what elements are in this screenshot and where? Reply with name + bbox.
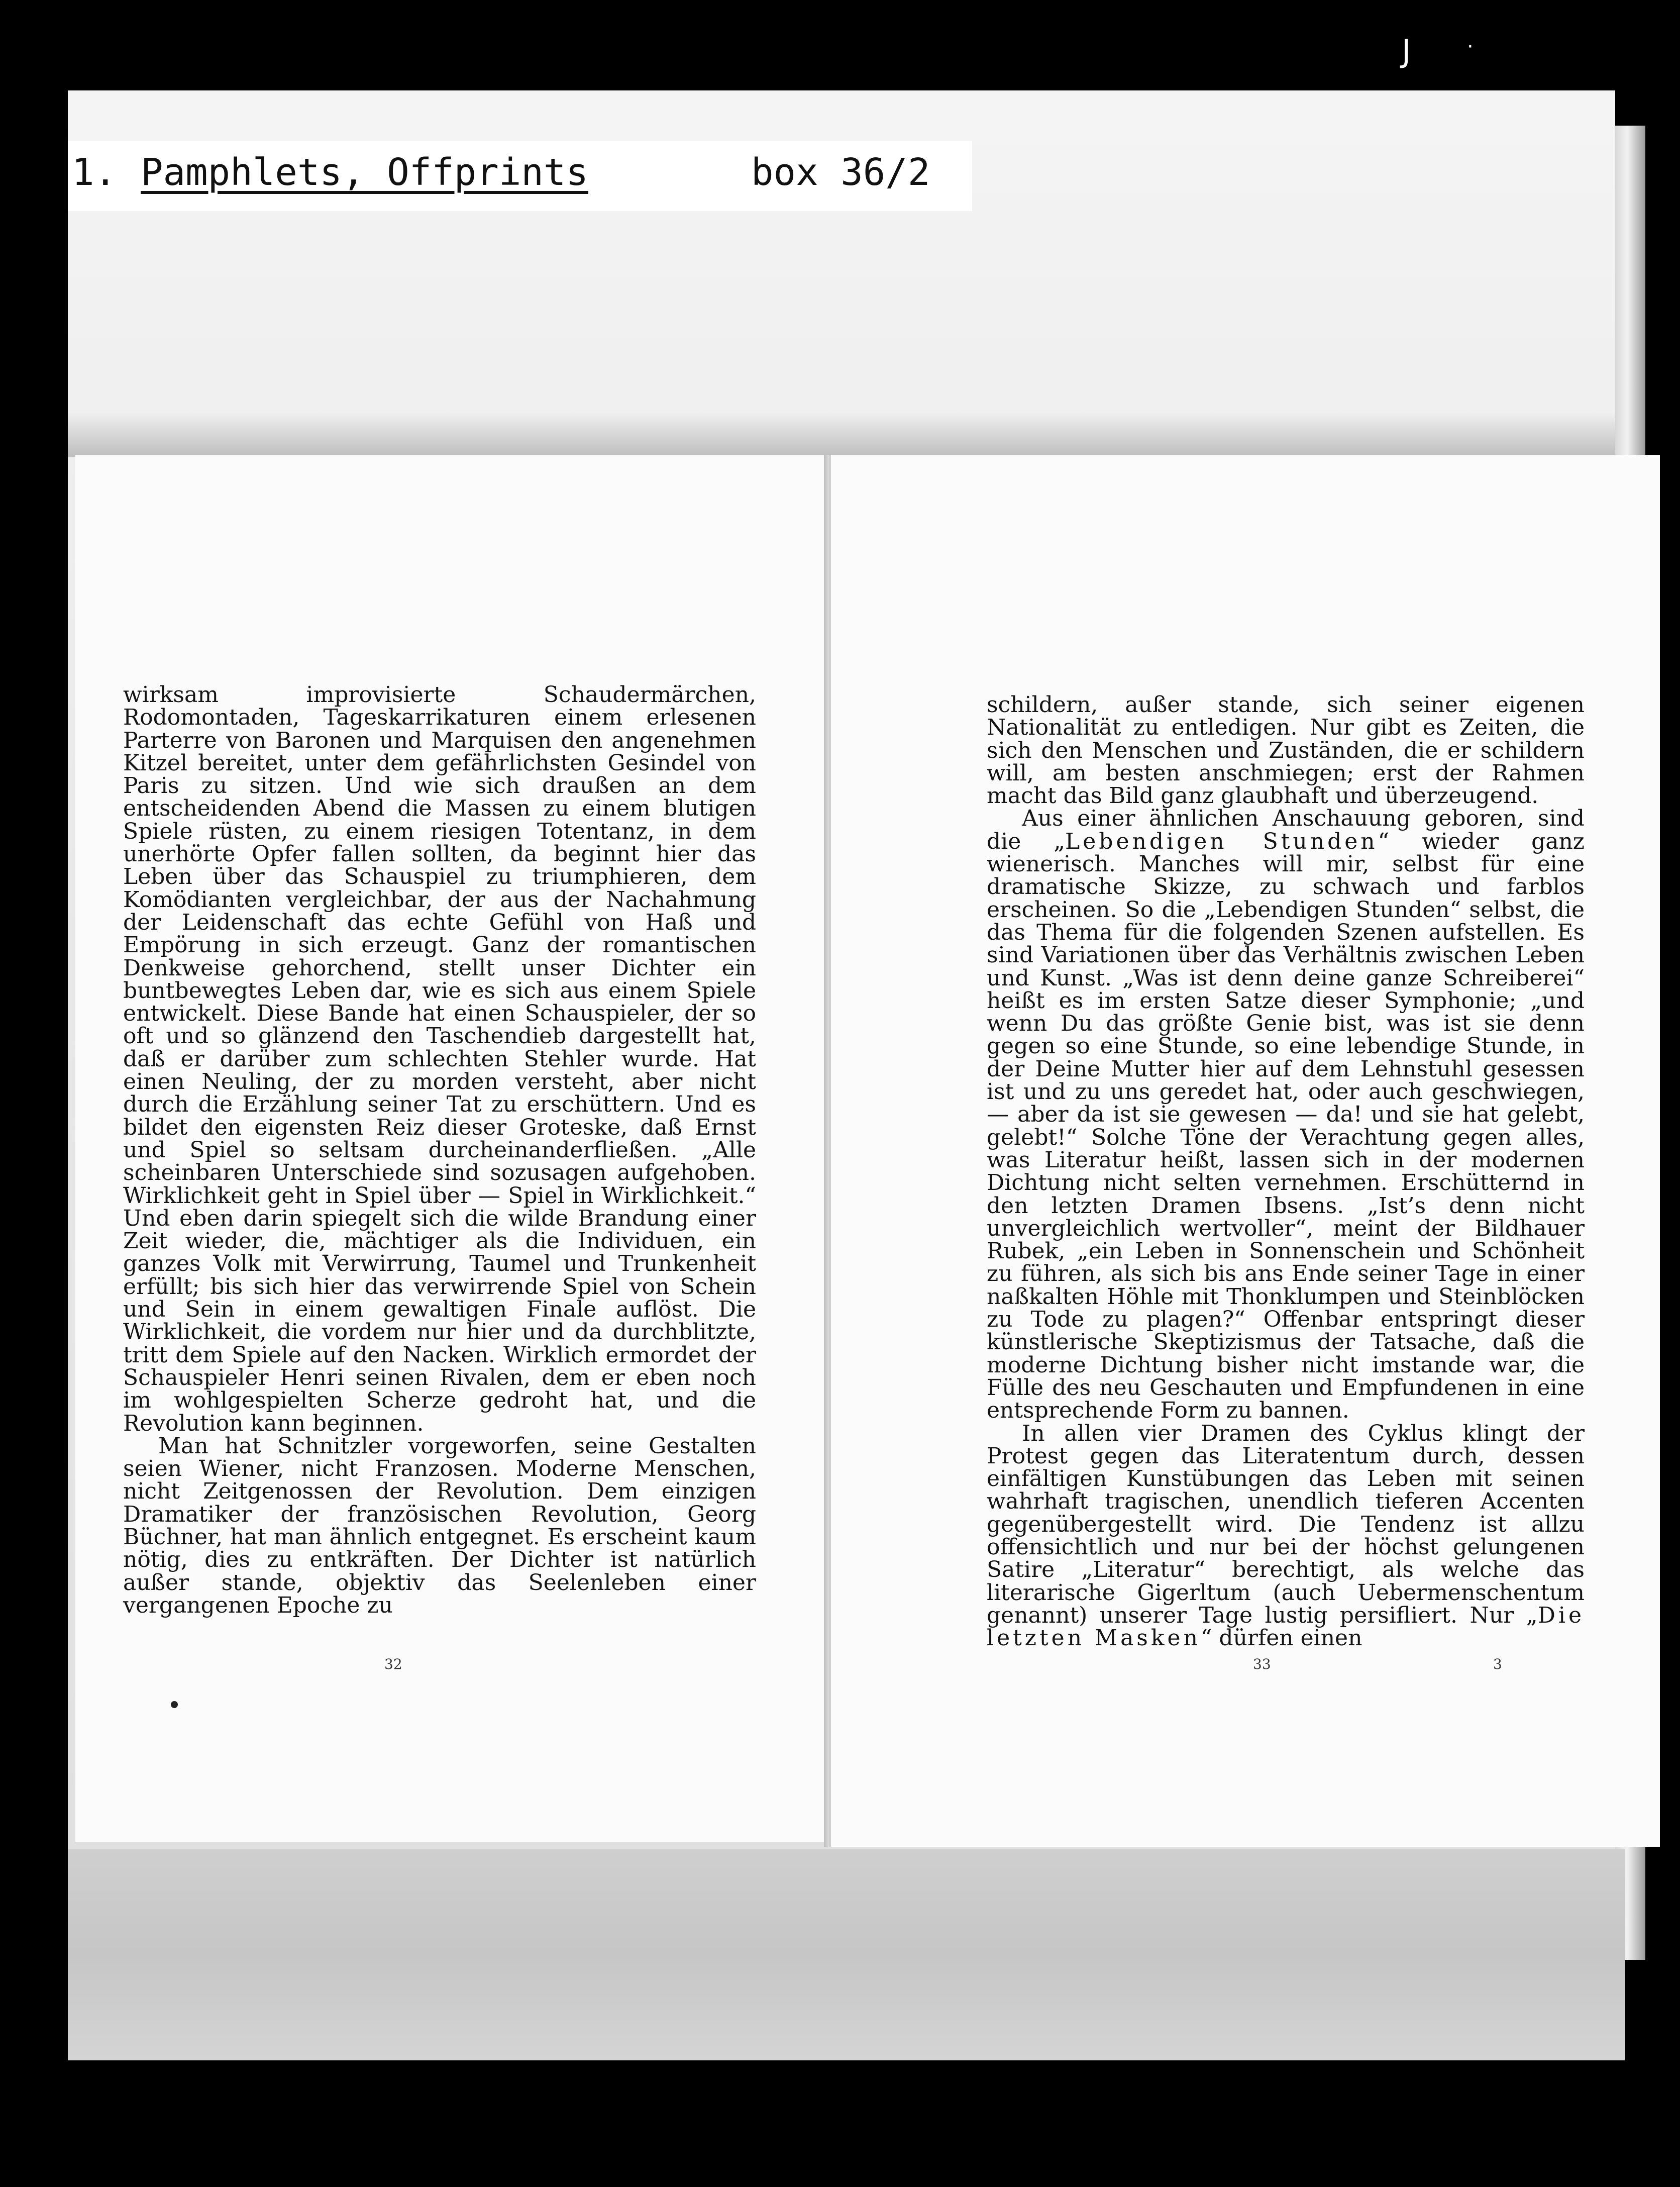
- right-paragraph-3: [987, 1422, 1585, 1650]
- left-paragraph-1: wirksam improvisierte Schaudermärchen, Rodomontaden, Tageskarrikaturen einem erlesenen Parterre von Baronen und Marquisen den angenehmen Kitzel bereitet, unter dem gefährlichsten Gesindel von Paris zu sitzen. Und wie sich draußen an dem entscheidenden Abend die Massen zu einem blutigen Spiele rüsten, zu einem riesigen Totentanz, in dem unerhörte Opfer fallen sollten, da beginnt hier das Leben über das Schauspiel zu triumphieren, dem Komödianten vergleichbar, der aus der Nachahmung der Leidenschaft das echte Gefühl von Haß und Empörung in sich erzeugt. Ganz der romantischen Denkweise gehorchend, stellt unser Dichter ein buntbewegtes Leben dar, wie es sich aus einem Spiele entwickelt. Diese Bande hat einen Schauspieler, der so oft und so glänzend den Taschendieb dargestellt hat, daß er darüber zum schlechten Stehler wurde. Hat einen Neuling, der zu morden versteht, aber nicht durch die Erzählung seiner Tat zu erschüttern. Und es bildet den eigensten Reiz dieser Groteske, daß Ernst und Spiel so seltsam durcheinanderfließen. „Alle scheinbaren Unterschiede sind sozusagen aufgehoben. Wirklichkeit geht in Spiel über — Spiel in Wirklichkeit.“ Und eben darin spiegelt sich die wilde Brandung einer Zeit wieder, die, mächtiger als die Individuen, ein ganzes Volk mit Verwirrung, Taumel und Trunkenheit erfüllt; bis sich hier das verwirrende Spiel von Schein und Sein in einem gewaltigen Finale auflöst. Die Wirklichkeit, die vordem nur hier und da durchblitzte, tritt dem Spiele auf den Nacken. Wirklich ermordet der Schauspieler Henri seinen Rivalen, dem er eben noch im wohlgespielten Scherze gedroht hat, und die Revolution kann beginnen.: [123, 682, 756, 1436]
- right-paragraph-2: [987, 807, 1585, 1422]
- left-page: [75, 455, 829, 1842]
- label-box: box 36/2: [751, 151, 930, 194]
- right-page-number-extra: 3: [1493, 1656, 1502, 1672]
- archive-label: [68, 141, 972, 211]
- left-paragraph-2: Man hat Schnitzler vorgeworfen, seine Gestalten seien Wiener, nicht Franzosen. Moderne Menschen, nicht Zeitgenossen der Revolution. Dem einzigen Dramatiker der französischen Revolution, Georg Büchner, hat man ähnlich entgegnet. Es erscheint kaum nötig, dies zu entkräften. Der Dichter ist natürlich außer stande, objektiv das Seelenleben einer vergangenen Epoche zu: [123, 1433, 756, 1618]
- right-paragraph-2-start: Aus einer ähnlichen Anschauung geboren, sind die „: [987, 806, 1585, 854]
- right-paragraph-3-start: In allen vier Dramen des Cyklus klingt der Protest gegen das Literatentum durch, dessen einfältigen Kunstübungen das Leben mit seinen wahrhaft tragischen, unendlich tieferen Accenten gegenübergestellt wird. Die Tendenz ist allzu offensichtlich und nur bei der höchst gelungenen Satire „Literatur“ berechtigt, als welche das literarische Gigerltum (auch Uebermenschentum genannt) unserer Tage lustig persifliert. Nur „: [987, 1420, 1585, 1628]
- left-page-text: [123, 683, 756, 1617]
- folder-bottom-band: [68, 1849, 1625, 2060]
- right-page-number: 33: [1253, 1656, 1271, 1672]
- label-number: 1.: [72, 151, 117, 194]
- corner-dot-mark: ·: [1467, 35, 1474, 58]
- ink-dot: [171, 1701, 178, 1708]
- label-title: Pamphlets, Offprints: [141, 151, 589, 194]
- corner-mark: J: [1402, 33, 1411, 69]
- spaced-title-lebendige-stunden: Lebendigen Stunden: [1065, 828, 1378, 854]
- right-page: [829, 455, 1660, 1847]
- right-page-text: [987, 693, 1585, 1649]
- spaced-title-die-letzten-masken: Die letzten Masken: [987, 1602, 1585, 1651]
- right-paragraph-1: schildern, außer stande, sich seiner eigenen Nationalität zu entledigen. Nur gibt es Zeiten, die sich den Menschen und Zuständen, die er schildern will, am besten anschmiegen; erst der Rahmen macht das Bild ganz glaubhaft und überzeugend.: [987, 692, 1585, 809]
- right-paragraph-2-rest: “ wieder ganz wienerisch. Manches will mir, selbst für eine dramatische Skizze, zu schwach und farblos erscheinen. So die „Lebendigen Stunden“ selbst, die das Thema für die folgenden Szenen aufstellen. Es sind Variationen über das Verhältnis zwischen Leben und Kunst. „Was ist denn deine ganze Schreiberei“ heißt es im ersten Satze dieser Symphonie; „und wenn Du das größte Genie bist, was ist sie denn gegen so eine Stunde, so eine lebendige Stunde, in der Deine Mutter hier auf dem Lehnstuhl gesessen ist und zu uns geredet hat, oder auch geschwiegen, — aber da ist sie gewesen — da! und sie hat gelebt, gelebt!“ Solche Töne der Verachtung gegen alles, was Literatur heißt, lassen sich in der modernen Dichtung nicht selten vernehmen. Erschütternd in den letzten Dramen Ibsens. „Ist’s denn nicht unvergleichlich wertvoller“, meint der Bildhauer Rubek, „ein Leben in Sonnenschein und Schönheit zu führen, als sich bis ans Ende seiner Tage in einer naßkalten Höhle mit Thonklumpen und Steinblöcken zu Tode zu plagen?“ Offenbar entspringt dieser künstlerische Skeptizismus der Tatsache, daß die moderne Dichtung bisher nicht imstande war, die Fülle des neu Geschauten und Empfundenen in eine entsprechende Form zu bannen.: [987, 828, 1585, 1424]
- folder-shadow: [68, 412, 1615, 457]
- left-page-number: 32: [384, 1656, 402, 1672]
- right-paragraph-3-end: “ dürfen einen: [1200, 1625, 1362, 1651]
